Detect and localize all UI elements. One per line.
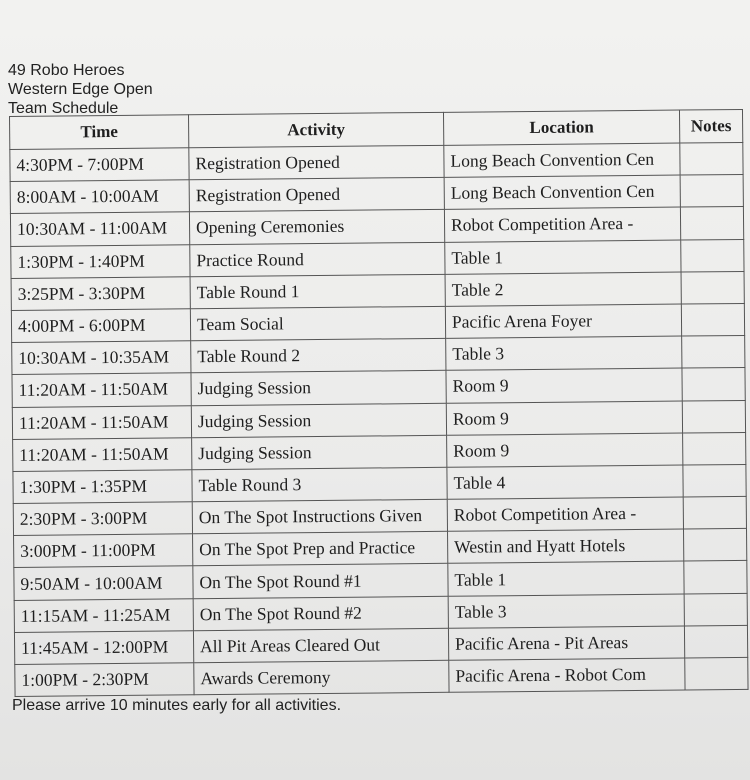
notes-cell [681, 303, 744, 336]
notes-cell [682, 336, 745, 369]
notes-cell [681, 271, 744, 304]
notes-cell [682, 400, 745, 433]
location-cell: Pacific Arena - Pit Areas [448, 626, 684, 660]
location-cell: Table 3 [446, 336, 682, 370]
activity-cell: Judging Session [191, 371, 446, 406]
activity-cell: On The Spot Round #1 [193, 564, 448, 599]
footer-note: Please arrive 10 minutes early for all activities. [12, 697, 342, 714]
column-header-activity: Activity [188, 112, 443, 147]
document-header [8, 61, 153, 118]
time-cell: 1:00PM - 2:30PM [15, 663, 194, 697]
activity-cell: Awards Ceremony [194, 660, 449, 695]
notes-cell [684, 593, 747, 626]
schedule-table [9, 109, 749, 697]
table-row [15, 657, 748, 696]
notes-cell [682, 368, 745, 401]
location-cell: Table 1 [448, 561, 684, 595]
notes-cell [685, 657, 748, 690]
location-cell: Robot Competition Area - [444, 207, 680, 241]
activity-cell: Opening Ceremonies [189, 210, 444, 245]
activity-cell: Team Social [190, 306, 445, 341]
time-cell: 11:20AM - 11:50AM [13, 437, 192, 471]
location-cell: Room 9 [447, 433, 683, 467]
activity-cell: Table Round 2 [191, 338, 446, 373]
notes-cell [683, 497, 746, 530]
activity-cell: Practice Round [190, 242, 445, 277]
time-cell: 4:00PM - 6:00PM [11, 309, 190, 343]
location-cell: Pacific Arena - Robot Com [449, 658, 685, 692]
time-cell: 11:15AM - 11:25AM [14, 598, 193, 632]
time-cell: 9:50AM - 10:00AM [14, 566, 193, 600]
column-header-location: Location [443, 110, 679, 145]
time-cell: 3:25PM - 3:30PM [11, 277, 190, 311]
location-cell: Room 9 [446, 368, 682, 402]
notes-cell [681, 239, 744, 272]
location-cell: Table 2 [445, 272, 681, 306]
time-cell: 4:30PM - 7:00PM [10, 148, 189, 182]
notes-cell [683, 464, 746, 497]
notes-cell [683, 529, 746, 562]
location-cell: Table 4 [447, 465, 683, 499]
activity-cell: Judging Session [191, 403, 446, 438]
schedule-body [10, 142, 748, 696]
time-cell: 11:20AM - 11:50AM [12, 373, 191, 407]
time-cell: 8:00AM - 10:00AM [10, 180, 189, 214]
activity-cell: Registration Opened [189, 145, 444, 180]
activity-cell: All Pit Areas Cleared Out [193, 628, 448, 663]
column-header-notes: Notes [679, 109, 742, 143]
activity-cell: Table Round 3 [192, 467, 447, 502]
activity-cell: Table Round 1 [190, 274, 445, 309]
activity-cell: On The Spot Prep and Practice [193, 532, 448, 567]
time-cell: 11:20AM - 11:50AM [12, 405, 191, 439]
column-header-time: Time [10, 115, 189, 150]
location-cell: Robot Competition Area - [447, 497, 683, 531]
time-cell: 11:45AM - 12:00PM [14, 631, 193, 665]
time-cell: 10:30AM - 10:35AM [12, 341, 191, 375]
notes-cell [680, 142, 743, 175]
time-cell: 2:30PM - 3:00PM [13, 502, 192, 536]
schedule-title: Team Schedule [8, 100, 119, 117]
activity-cell: Judging Session [192, 435, 447, 470]
location-cell: Long Beach Convention Cen [444, 175, 680, 209]
notes-cell [680, 175, 743, 208]
team-name: 49 Robo Heroes [8, 62, 125, 79]
time-cell: 3:00PM - 11:00PM [14, 534, 193, 568]
notes-cell [684, 625, 747, 658]
location-cell: Long Beach Convention Cen [444, 143, 680, 177]
activity-cell: On The Spot Instructions Given [192, 499, 447, 534]
location-cell: Pacific Arena Foyer [445, 304, 681, 338]
event-name: Western Edge Open [8, 81, 153, 98]
activity-cell: Registration Opened [189, 178, 444, 213]
notes-cell [684, 561, 747, 594]
notes-cell [683, 432, 746, 465]
location-cell: Room 9 [446, 401, 682, 435]
location-cell: Table 3 [448, 594, 684, 628]
time-cell: 10:30AM - 11:00AM [10, 212, 189, 246]
time-cell: 1:30PM - 1:35PM [13, 470, 192, 504]
activity-cell: On The Spot Round #2 [193, 596, 448, 631]
notes-cell [680, 207, 743, 240]
location-cell: Table 1 [445, 240, 681, 274]
location-cell: Westin and Hyatt Hotels [448, 529, 684, 563]
time-cell: 1:30PM - 1:40PM [11, 244, 190, 278]
